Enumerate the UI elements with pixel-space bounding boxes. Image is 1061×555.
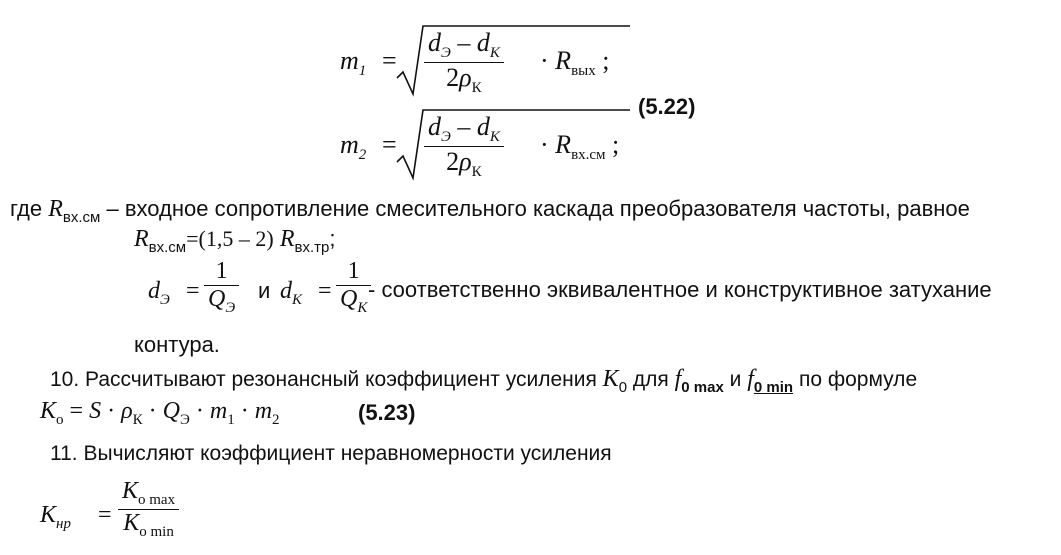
and-word: и [258,278,271,303]
fraction-dK [336,258,371,317]
damping-description: - соответственно эквивалентное и конструктивное затухание [368,277,992,302]
fraction-num: $d_Э - d_К$ [424,112,504,147]
where-line-1: где $R_{вх.см}$ – входное сопротивление смесительного каскада преобразователя частоты, равное [10,196,970,226]
fraction-dE [204,258,239,317]
fraction-den: $2\rho_К$ [446,63,482,96]
r-in-term: · $R_{вх.см}$ ; [540,130,620,163]
equation-number-5-23: (5.23) [358,400,416,425]
where-line-2: $R_{вх.см}=(1,5 - 2)$ $R_{вх.тр}$; [134,226,336,256]
fraction-den: $2\rho_К$ [446,147,482,180]
equals-sign: = [318,278,332,304]
equals-sign: = [186,278,200,304]
fraction-den: $K_{о min}$ [123,510,174,540]
step-10-text: 10. Рассчитывают резонансный коэффициент усиления $K_0$ для $f_{0 max}$ и $f_{0 min}$ по формуле [50,366,918,396]
dE-var: $d_Э$ [148,278,170,308]
contour-word: контура. [134,332,220,357]
fraction-num: $d_Э - d_К$ [424,28,504,63]
dK-var: $d_К$ [280,278,302,308]
r-out-term: · $R_{вых}$ ; [540,46,610,79]
step-11-text: 11. Вычисляют коэффициент неравномерности усиления [50,442,612,465]
fraction-knr [118,478,179,541]
equals-sign: = [382,46,397,75]
fraction-num: 1 [204,258,239,286]
fraction-den: $Q_Э$ [208,286,236,316]
equation-number-5-22: (5.22) [638,94,696,119]
equals-sign: = [382,130,397,159]
fraction-2 [424,112,504,181]
fraction-den: $Q_К$ [340,286,368,316]
fraction-1 [424,28,504,97]
knr-lhs: $K_{нр}$ [40,502,71,532]
equals-sign: = [98,502,112,528]
m1-var: $m_1$ [340,46,367,79]
fraction-num: $K_{о max}$ [118,478,179,510]
fraction-num: 1 [336,258,371,286]
formula-k0: $K_о = S \cdot \rho_К \cdot Q_Э \cdot m_1 \cdot m_2$ [40,398,280,428]
m2-var: $m_2$ [340,130,367,163]
